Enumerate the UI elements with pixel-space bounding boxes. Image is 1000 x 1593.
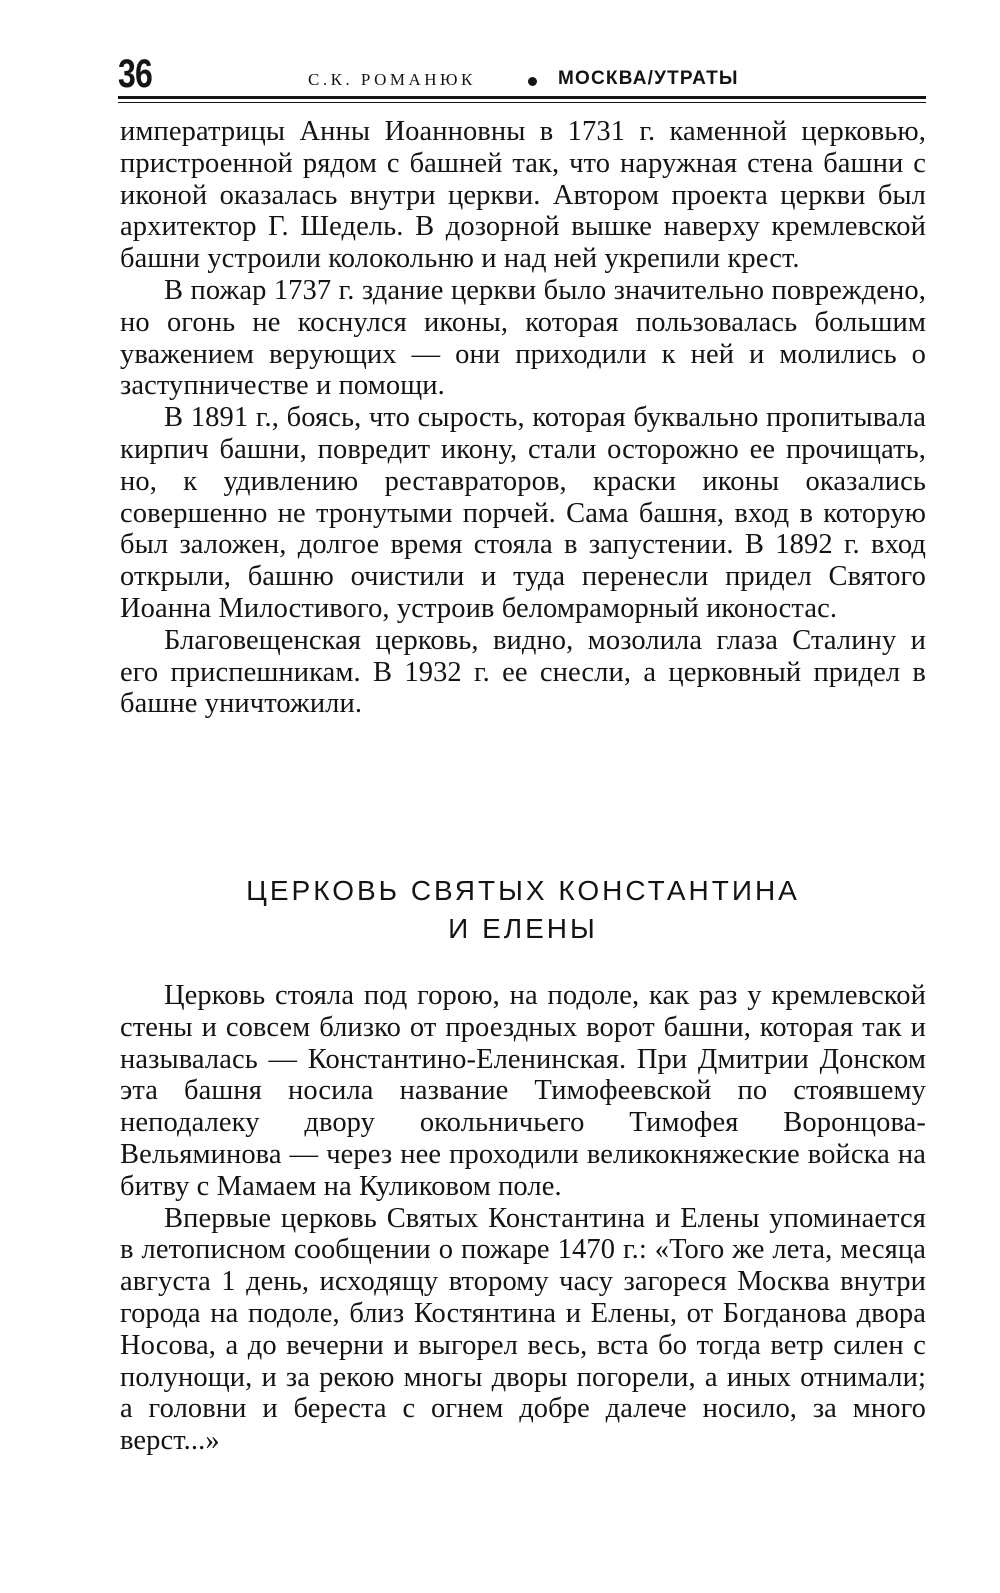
section-1-body [120,116,926,720]
section-heading [120,872,926,948]
bullet-separator [528,77,537,86]
page-number: 36 [118,52,152,96]
section-2-body [120,980,926,1457]
paragraph: императрицы Анны Иоанновны в 1731 г. каменной церковью, пристроенной рядом с башней так, что наружная стена башни с иконой оказалась внутри церкви. Автором проекта церкви был архитектор Г. Шедель. В дозорной вышке наверху кремлевской башни устроили колокольню и над ней укрепили крест. [120,116,926,275]
header-rule-thin [118,102,926,103]
section-heading-line-1: ЦЕРКОВЬ СВЯТЫХ КОНСТАНТИНА [246,875,800,906]
paragraph: Впервые церковь Святых Константина и Елены упоминается в летописном сообщении о пожаре 1470 г.: «Того же лета, месяца августа 1 день, исходящу второму часу загореся Москва внутри города на подоле, близ Костянтина и Елены, от Богданова двора Носова, а до вечерни и выгорел весь, вста бо тогда ветр силен с полунощи, и за рекою многы дворы погорели, а иных отнимали; а головни и береста с огнем добре далече носило, за много верст...» [120,1202,926,1457]
section-heading-line-2: И ЕЛЕНЫ [448,913,598,944]
running-book-title: МОСКВА/УТРАТЫ [558,68,739,89]
header-rule-thick [118,96,926,99]
paragraph: Церковь стояла под горою, на подоле, как раз у кремлевской стены и совсем близко от проездных ворот башни, которая так и называлась — Константино-Еленинская. При Дмитрии Донском эта башня носила название Тимофеевской по стоявшему неподалеку двору окольничьего Тимофея Воронцова-Вельяминова — через нее проходили великокняжеские войска на битву с Мамаем на Куликовом поле. [120,980,926,1202]
running-author: С.К. РОМАНЮК [308,70,476,89]
paragraph: В пожар 1737 г. здание церкви было значительно повреждено, но огонь не коснулся иконы, которая пользовалась большим уважением верующих — они приходили к ней и молились о заступничестве и помощи. [120,274,926,402]
running-header [118,52,926,96]
paragraph: Благовещенская церковь, видно, мозолила глаза Сталину и его приспешникам. В 1932 г. ее снесли, а церковный придел в башне уничтожили. [120,624,926,720]
paragraph: В 1891 г., боясь, что сырость, которая буквально пропитывала кирпич башни, повредит икону, стали осторожно ее прочищать, но, к удивлению реставраторов, краски иконы оказались совершенно не тронутыми порчей. Сама башня, вход в которую был заложен, долгое время стояла в запустении. В 1892 г. вход открыли, башню очистили и туда перенесли придел Святого Иоанна Милостивого, устроив беломраморный иконостас. [120,402,926,624]
